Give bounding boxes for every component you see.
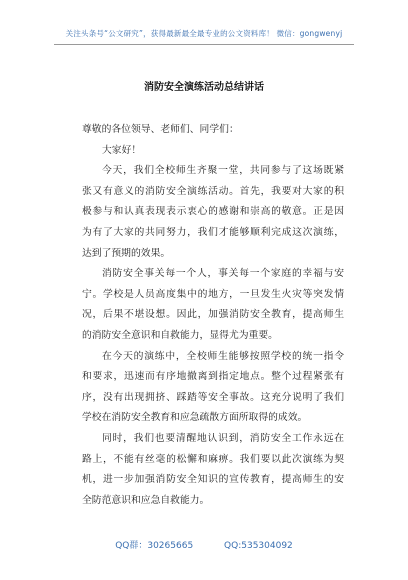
paragraph-line: 学校在消防安全教育和应急疏散方面所取得的成效。 — [82, 412, 308, 424]
paragraph-line: 为有了大家的共同努力，我们才能够顺利完成这次演练， — [82, 226, 344, 238]
paragraph-line: 和要求，迅速而有序地撤离到指定地点。整个过程紧张有 — [82, 371, 344, 383]
paragraph-line: 同时，我们也要清醒地认识到，消防安全工作永远在 — [102, 432, 344, 444]
header-promo-text: 关注头条号“公文研究”，获得最新最全最专业的公文资料库！ 微信：gongwenyj — [65, 29, 343, 38]
paragraph-line: 消防安全事关每一个人，事关每一个家庭的幸福与安 — [102, 268, 344, 280]
document-body — [82, 120, 344, 511]
header-divider — [54, 44, 354, 45]
paragraph-line: 达到了预期的效果。 — [82, 247, 171, 259]
paragraph-line: 宁。学校是人员高度集中的地方，一旦发生火灾等突发情 — [82, 288, 344, 300]
paragraph-line: 机，进一步加强消防安全知识的宣传教育，提高师生的安 — [82, 474, 344, 486]
paragraph-line: 的消防安全意识和自救能力，显得尤为重要。 — [82, 329, 278, 341]
footer-contact — [0, 538, 408, 551]
document-title: 消防安全演练活动总结讲话 — [144, 82, 264, 93]
paragraph-line: 况，后果不堪设想。因此，加强消防安全教育，提高师生 — [82, 309, 344, 321]
footer-qq-group: QQ群：30265665 — [115, 541, 194, 551]
greeting-line: 大家好！ — [102, 144, 142, 156]
paragraph-line: 极参与和认真表现表示衷心的感谢和崇高的敬意。正是因 — [82, 206, 344, 218]
paragraph-line: 序，没有出现拥挤、踩踏等安全事故。这充分说明了我们 — [82, 391, 344, 403]
paragraph-line: 今天，我们全校师生齐聚一堂，共同参与了这场既紧 — [102, 165, 344, 177]
footer-qq: QQ:535304092 — [224, 541, 293, 551]
paragraph-line: 在今天的演练中，全校师生能够按照学校的统一指令 — [102, 350, 344, 362]
paragraph-line: 全防范意识和应急自救能力。 — [82, 494, 210, 506]
salutation-line: 尊敬的各位领导、老师们、同学们： — [82, 124, 239, 135]
paragraph-line: 张又有意义的消防安全演练活动。首先，我要对大家的积 — [82, 185, 344, 197]
paragraph-line: 路上，不能有丝毫的松懈和麻痹。我们要以此次演练为契 — [82, 453, 344, 465]
